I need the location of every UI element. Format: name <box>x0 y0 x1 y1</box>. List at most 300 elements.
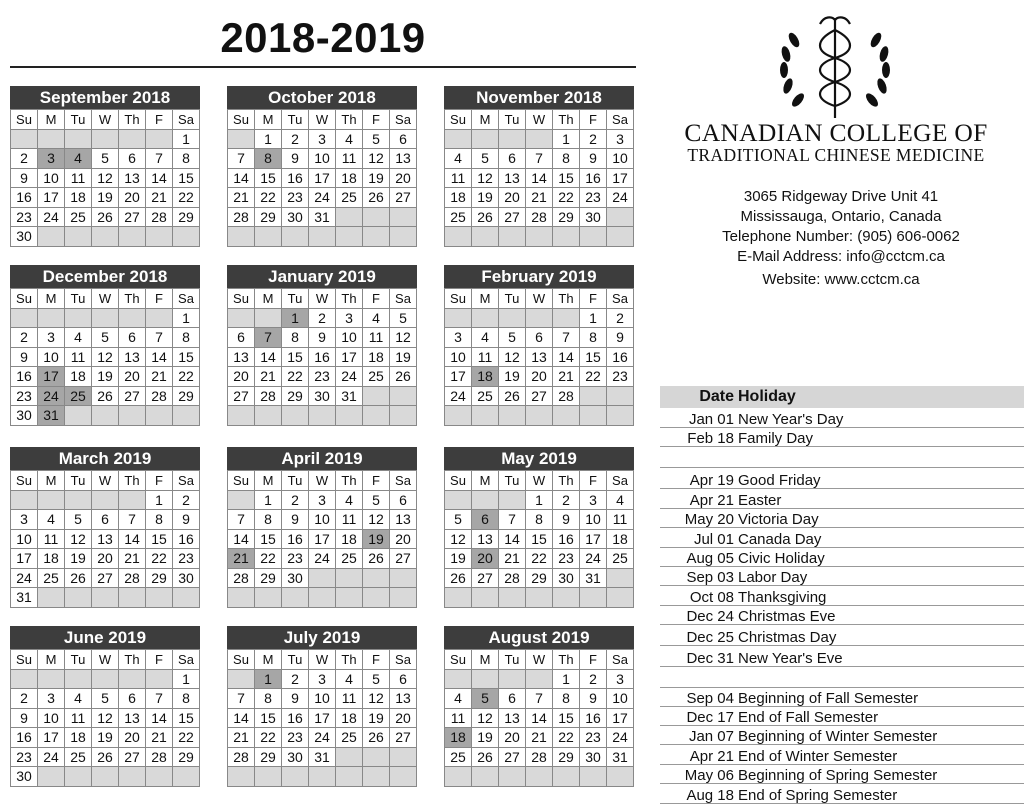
day-cell: 22 <box>255 728 282 748</box>
day-cell: 17 <box>336 348 363 368</box>
day-cell: 23 <box>11 387 38 407</box>
empty-day-cell <box>526 406 553 426</box>
empty-day-cell <box>255 588 282 608</box>
holiday-date: Dec 25 <box>686 629 734 646</box>
day-cell: 5 <box>363 130 390 150</box>
day-cell: 19 <box>390 348 417 368</box>
day-cell: 19 <box>92 367 119 387</box>
day-cell: 4 <box>336 670 363 690</box>
day-cell: 19 <box>65 549 92 569</box>
weekday-label: M <box>255 650 282 670</box>
holiday-name: Christmas Eve <box>738 608 836 625</box>
empty-day-cell <box>336 767 363 787</box>
holiday-name-header: Holiday <box>738 388 796 405</box>
day-cell: 25 <box>472 387 499 407</box>
day-cell: 25 <box>65 208 92 228</box>
weekday-label: Sa <box>390 110 417 130</box>
empty-day-cell <box>309 406 336 426</box>
empty-day-cell <box>472 491 499 511</box>
day-cell: 30 <box>11 406 38 426</box>
day-cell: 17 <box>607 709 634 729</box>
day-cell: 30 <box>11 767 38 787</box>
weekday-label: W <box>526 650 553 670</box>
holiday-row <box>660 509 1024 528</box>
empty-day-cell <box>499 406 526 426</box>
day-cell: 28 <box>146 387 173 407</box>
month-title: June 2019 <box>10 626 200 649</box>
day-cell: 17 <box>607 169 634 189</box>
title-divider <box>10 66 636 68</box>
weekday-label: Sa <box>607 471 634 491</box>
day-cell: 23 <box>580 188 607 208</box>
month-calendar <box>227 265 417 426</box>
day-cell: 18 <box>445 728 472 748</box>
day-cell: 5 <box>445 510 472 530</box>
day-cell: 2 <box>282 130 309 150</box>
day-cell: 15 <box>255 169 282 189</box>
day-cell: 25 <box>336 728 363 748</box>
day-cell: 1 <box>553 670 580 690</box>
holiday-date: Oct 08 <box>689 589 734 606</box>
day-cell: 3 <box>38 149 65 169</box>
day-cell: 11 <box>472 348 499 368</box>
day-cell: 23 <box>11 748 38 768</box>
day-cell: 4 <box>65 328 92 348</box>
day-cell: 1 <box>255 130 282 150</box>
day-cell: 13 <box>526 348 553 368</box>
day-cell: 6 <box>119 689 146 709</box>
day-cell: 20 <box>499 728 526 748</box>
empty-day-cell <box>445 406 472 426</box>
day-cell: 14 <box>146 348 173 368</box>
empty-day-cell <box>119 309 146 329</box>
day-cell: 6 <box>390 130 417 150</box>
empty-day-cell <box>363 208 390 228</box>
day-cell: 6 <box>390 670 417 690</box>
day-cell: 24 <box>38 208 65 228</box>
day-cell: 12 <box>363 689 390 709</box>
day-cell: 21 <box>228 549 255 569</box>
day-cell: 3 <box>445 328 472 348</box>
day-cell: 3 <box>38 328 65 348</box>
day-cell: 9 <box>580 689 607 709</box>
empty-day-cell <box>363 588 390 608</box>
empty-day-cell <box>92 227 119 247</box>
day-cell: 27 <box>119 748 146 768</box>
day-cell: 5 <box>472 689 499 709</box>
day-cell: 15 <box>282 348 309 368</box>
day-cell: 5 <box>499 328 526 348</box>
day-cell: 24 <box>38 748 65 768</box>
empty-day-cell <box>255 309 282 329</box>
day-cell: 29 <box>173 748 200 768</box>
day-cell: 31 <box>607 748 634 768</box>
day-cell: 31 <box>336 387 363 407</box>
day-cell: 23 <box>282 728 309 748</box>
day-cell: 2 <box>11 689 38 709</box>
day-cell: 12 <box>472 169 499 189</box>
day-cell: 27 <box>119 387 146 407</box>
day-cell: 26 <box>445 569 472 589</box>
day-cell: 15 <box>526 530 553 550</box>
empty-day-cell <box>65 767 92 787</box>
weekday-label: F <box>146 650 173 670</box>
weekday-label: Su <box>228 110 255 130</box>
holiday-date: Feb 18 <box>687 430 734 447</box>
day-cell: 12 <box>92 169 119 189</box>
day-cell: 4 <box>38 510 65 530</box>
empty-day-cell <box>228 670 255 690</box>
empty-day-cell <box>390 406 417 426</box>
weekday-label: M <box>255 471 282 491</box>
day-cell: 7 <box>146 149 173 169</box>
weekday-label: Th <box>553 289 580 309</box>
empty-day-cell <box>472 406 499 426</box>
weekday-label: M <box>255 289 282 309</box>
day-cell: 5 <box>363 670 390 690</box>
day-cell: 20 <box>119 728 146 748</box>
day-cell: 13 <box>499 709 526 729</box>
weekday-label: Tu <box>499 471 526 491</box>
empty-day-cell <box>146 309 173 329</box>
empty-day-cell <box>445 309 472 329</box>
holiday-date: Aug 18 <box>686 787 734 804</box>
day-cell: 16 <box>580 709 607 729</box>
day-cell: 4 <box>607 491 634 511</box>
weekday-label: Su <box>11 471 38 491</box>
weekday-label: Th <box>553 471 580 491</box>
day-cell: 14 <box>526 709 553 729</box>
day-cell: 23 <box>282 188 309 208</box>
day-cell: 5 <box>390 309 417 329</box>
day-cell: 15 <box>580 348 607 368</box>
month-calendar <box>10 265 200 426</box>
empty-day-cell <box>390 767 417 787</box>
empty-day-cell <box>580 588 607 608</box>
day-cell: 6 <box>228 328 255 348</box>
day-cell: 21 <box>146 188 173 208</box>
empty-day-cell <box>499 491 526 511</box>
weekday-label: Su <box>445 110 472 130</box>
holiday-date: Sep 03 <box>686 569 734 586</box>
day-cell: 11 <box>65 709 92 729</box>
empty-day-cell <box>363 748 390 768</box>
day-cell: 5 <box>92 328 119 348</box>
day-cell: 27 <box>390 728 417 748</box>
empty-day-cell <box>92 670 119 690</box>
empty-day-cell <box>472 767 499 787</box>
day-cell: 16 <box>173 530 200 550</box>
day-cell: 19 <box>472 188 499 208</box>
holiday-name: New Year's Eve <box>738 650 843 667</box>
day-cell: 2 <box>580 670 607 690</box>
day-cell: 3 <box>336 309 363 329</box>
day-cell: 17 <box>38 188 65 208</box>
day-cell: 11 <box>65 169 92 189</box>
day-cell: 2 <box>11 149 38 169</box>
day-cell: 13 <box>92 530 119 550</box>
day-cell: 7 <box>499 510 526 530</box>
day-cell: 10 <box>607 689 634 709</box>
day-cell: 28 <box>553 387 580 407</box>
day-cell: 3 <box>309 670 336 690</box>
day-cell: 2 <box>173 491 200 511</box>
weekday-label: M <box>38 471 65 491</box>
day-cell: 26 <box>363 549 390 569</box>
weekday-label: Th <box>336 110 363 130</box>
day-cell: 13 <box>119 709 146 729</box>
day-cell: 21 <box>119 549 146 569</box>
empty-day-cell <box>92 491 119 511</box>
day-cell: 20 <box>390 709 417 729</box>
day-cell: 8 <box>146 510 173 530</box>
weekday-label: M <box>255 110 282 130</box>
day-cell: 23 <box>173 549 200 569</box>
weekday-label: Su <box>228 471 255 491</box>
day-cell: 29 <box>282 387 309 407</box>
day-cell: 23 <box>553 549 580 569</box>
day-cell: 22 <box>580 367 607 387</box>
empty-day-cell <box>390 569 417 589</box>
day-cell: 15 <box>553 709 580 729</box>
empty-day-cell <box>472 309 499 329</box>
day-cell: 9 <box>580 149 607 169</box>
city-line: Mississauga, Ontario, Canada <box>740 208 942 225</box>
empty-day-cell <box>92 588 119 608</box>
day-cell: 4 <box>363 309 390 329</box>
holiday-name: Good Friday <box>738 472 821 489</box>
day-cell: 31 <box>309 748 336 768</box>
day-cell: 25 <box>336 549 363 569</box>
holiday-date: Aug 05 <box>686 550 734 567</box>
weekday-label: M <box>472 650 499 670</box>
empty-day-cell <box>11 309 38 329</box>
weekday-label: Sa <box>390 289 417 309</box>
empty-day-cell <box>390 208 417 228</box>
empty-day-cell <box>11 491 38 511</box>
day-cell: 28 <box>526 208 553 228</box>
day-cell: 1 <box>526 491 553 511</box>
day-cell: 15 <box>173 709 200 729</box>
day-cell: 22 <box>553 728 580 748</box>
empty-day-cell <box>228 491 255 511</box>
empty-day-cell <box>38 767 65 787</box>
day-cell: 25 <box>65 387 92 407</box>
day-cell: 11 <box>445 169 472 189</box>
day-cell: 22 <box>526 549 553 569</box>
day-cell: 30 <box>282 569 309 589</box>
holiday-date: Jan 01 <box>688 411 734 428</box>
day-cell: 16 <box>11 728 38 748</box>
empty-day-cell <box>336 227 363 247</box>
day-cell: 12 <box>363 149 390 169</box>
day-cell: 9 <box>309 328 336 348</box>
empty-day-cell <box>146 130 173 150</box>
day-cell: 4 <box>336 491 363 511</box>
day-cell: 2 <box>309 309 336 329</box>
day-cell: 6 <box>92 510 119 530</box>
empty-day-cell <box>580 387 607 407</box>
day-cell: 13 <box>228 348 255 368</box>
day-cell: 31 <box>38 406 65 426</box>
day-cell: 20 <box>119 367 146 387</box>
day-cell: 27 <box>228 387 255 407</box>
day-cell: 30 <box>309 387 336 407</box>
day-cell: 23 <box>282 549 309 569</box>
empty-day-cell <box>607 208 634 228</box>
day-cell: 24 <box>445 387 472 407</box>
weekday-label: Tu <box>65 471 92 491</box>
day-cell: 14 <box>553 348 580 368</box>
day-cell: 21 <box>553 367 580 387</box>
day-cell: 22 <box>553 188 580 208</box>
empty-day-cell <box>282 588 309 608</box>
day-cell: 12 <box>92 709 119 729</box>
month-calendar <box>444 86 634 247</box>
day-cell: 28 <box>255 387 282 407</box>
day-cell: 20 <box>472 549 499 569</box>
day-cell: 19 <box>363 530 390 550</box>
month-calendar <box>444 265 634 426</box>
day-cell: 26 <box>363 728 390 748</box>
month-title: December 2018 <box>10 265 200 288</box>
empty-day-cell <box>526 309 553 329</box>
day-cell: 31 <box>11 588 38 608</box>
weekday-label: Sa <box>390 650 417 670</box>
empty-day-cell <box>607 227 634 247</box>
day-cell: 10 <box>309 149 336 169</box>
weekday-label: F <box>580 289 607 309</box>
month-title: July 2019 <box>227 626 417 649</box>
holiday-date: Jul 01 <box>693 531 734 548</box>
weekday-label: F <box>363 289 390 309</box>
empty-day-cell <box>607 387 634 407</box>
holiday-date: Apr 19 <box>689 472 734 489</box>
day-cell: 14 <box>228 709 255 729</box>
empty-day-cell <box>445 670 472 690</box>
day-cell: 28 <box>228 569 255 589</box>
empty-day-cell <box>390 748 417 768</box>
month-calendar <box>227 447 417 608</box>
empty-day-cell <box>228 309 255 329</box>
day-cell: 15 <box>255 530 282 550</box>
month-day-grid <box>227 470 417 608</box>
day-cell: 9 <box>607 328 634 348</box>
day-cell: 17 <box>580 530 607 550</box>
email-line: E-Mail Address: info@cctcm.ca <box>737 248 945 265</box>
day-cell: 13 <box>472 530 499 550</box>
weekday-label: W <box>526 471 553 491</box>
empty-day-cell <box>499 588 526 608</box>
day-cell: 12 <box>65 530 92 550</box>
day-cell: 24 <box>309 549 336 569</box>
day-cell: 24 <box>607 728 634 748</box>
day-cell: 3 <box>607 670 634 690</box>
weekday-label: Th <box>553 650 580 670</box>
day-cell: 10 <box>309 510 336 530</box>
day-cell: 5 <box>92 689 119 709</box>
day-cell: 30 <box>580 208 607 228</box>
weekday-label: Th <box>119 110 146 130</box>
weekday-label: F <box>580 110 607 130</box>
weekday-label: Sa <box>607 289 634 309</box>
day-cell: 22 <box>173 188 200 208</box>
empty-day-cell <box>363 569 390 589</box>
day-cell: 13 <box>119 348 146 368</box>
holiday-name: Christmas Day <box>738 629 837 646</box>
weekday-label: Tu <box>499 110 526 130</box>
holiday-name: Beginning of Spring Semester <box>738 767 938 784</box>
weekday-label: W <box>92 110 119 130</box>
weekday-label: Tu <box>65 110 92 130</box>
day-cell: 18 <box>336 169 363 189</box>
empty-day-cell <box>92 309 119 329</box>
empty-day-cell <box>228 406 255 426</box>
empty-day-cell <box>38 491 65 511</box>
day-cell: 12 <box>363 510 390 530</box>
holiday-name: Easter <box>738 492 782 509</box>
day-cell: 3 <box>607 130 634 150</box>
empty-day-cell <box>580 227 607 247</box>
empty-day-cell <box>336 569 363 589</box>
day-cell: 16 <box>11 188 38 208</box>
empty-day-cell <box>499 227 526 247</box>
day-cell: 15 <box>173 348 200 368</box>
day-cell: 21 <box>526 728 553 748</box>
weekday-label: W <box>309 471 336 491</box>
day-cell: 29 <box>173 208 200 228</box>
empty-day-cell <box>309 767 336 787</box>
empty-day-cell <box>11 130 38 150</box>
day-cell: 27 <box>92 569 119 589</box>
empty-day-cell <box>119 588 146 608</box>
day-cell: 10 <box>445 348 472 368</box>
empty-day-cell <box>146 227 173 247</box>
holiday-row <box>660 627 1024 646</box>
day-cell: 8 <box>580 328 607 348</box>
month-calendar <box>227 86 417 247</box>
empty-day-cell <box>445 130 472 150</box>
day-cell: 30 <box>553 569 580 589</box>
day-cell: 20 <box>119 188 146 208</box>
holiday-name: Beginning of Fall Semester <box>738 690 919 707</box>
day-cell: 15 <box>553 169 580 189</box>
day-cell: 15 <box>173 169 200 189</box>
day-cell: 27 <box>526 387 553 407</box>
empty-day-cell <box>553 588 580 608</box>
holiday-row <box>660 765 1024 784</box>
day-cell: 5 <box>363 491 390 511</box>
weekday-label: M <box>38 289 65 309</box>
day-cell: 16 <box>607 348 634 368</box>
weekday-label: Tu <box>499 289 526 309</box>
empty-day-cell <box>173 227 200 247</box>
day-cell: 1 <box>173 130 200 150</box>
day-cell: 12 <box>445 530 472 550</box>
weekday-label: Th <box>336 471 363 491</box>
empty-day-cell <box>526 670 553 690</box>
holiday-row <box>660 726 1024 745</box>
holiday-row <box>660 688 1024 707</box>
day-cell: 10 <box>607 149 634 169</box>
day-cell: 22 <box>173 728 200 748</box>
weekday-label: M <box>472 110 499 130</box>
holiday-name: Canada Day <box>738 531 822 548</box>
day-cell: 11 <box>336 510 363 530</box>
empty-day-cell <box>472 227 499 247</box>
weekday-label: Su <box>11 110 38 130</box>
month-title: January 2019 <box>227 265 417 288</box>
